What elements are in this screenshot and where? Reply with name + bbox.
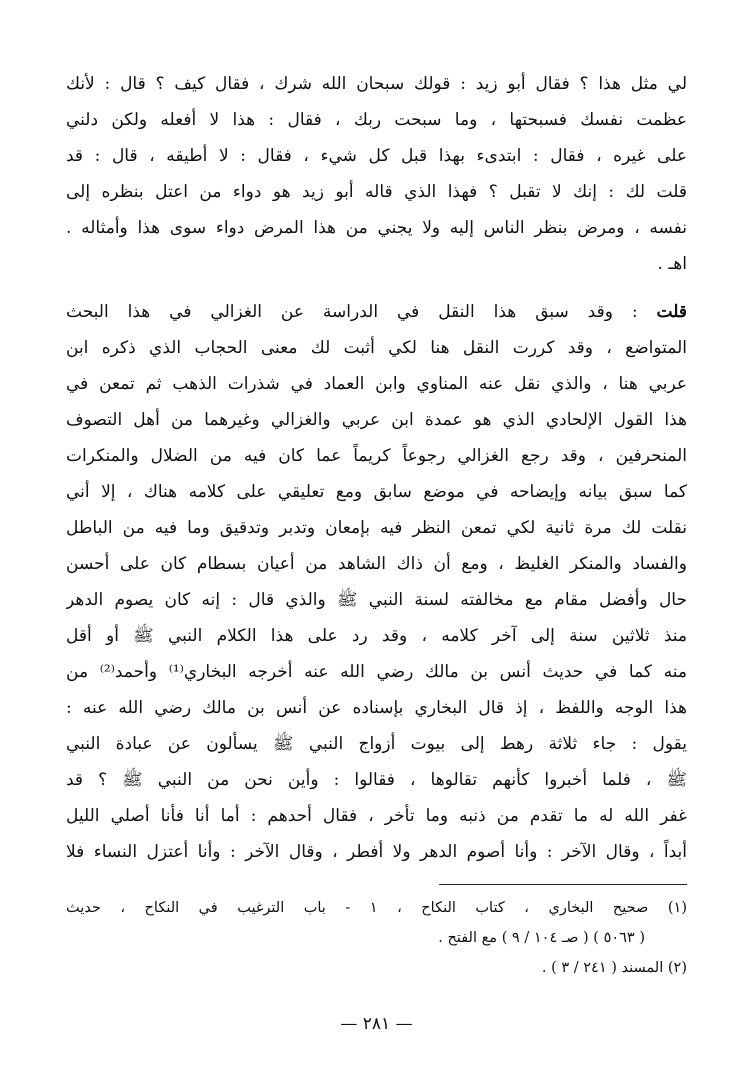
text-line: غفر الله له ما تقدم من ذنبه وما تأخر ، فقال أحدهم : أما أنا فأنا أصلي الليل bbox=[66, 806, 687, 826]
text-line-first bbox=[66, 294, 687, 330]
text-line: منه كما في حديث أنس بن مالك رضي الله عنه أخرجه البخاري⁽¹⁾ وأحمد⁽²⁾ من bbox=[66, 662, 687, 682]
footnote-2 bbox=[66, 953, 687, 983]
text-line: نقلت لك مرة ثانية لكي تمعن النظر فيه بإمعان وتدبر وتدقيق وما فيه من الباطل bbox=[66, 518, 687, 538]
text-line: نفسه ، ومرض بنظر الناس إليه ولا يجني من هذا المرض دواء سوى هذا وأمثاله . bbox=[66, 218, 687, 238]
text-line: قلت لك : إنك لا تقبل ؟ فهذا الذي قاله أبو زيد هو دواء من اعتل بنظره إلى bbox=[66, 182, 687, 202]
text-line: أبداً ، وقال الآخر : وأنا أصوم الدهر ولا أفطر ، وقال الآخر : وأنا أعتزل النساء فلا bbox=[66, 842, 687, 862]
lead-word: قلت bbox=[656, 302, 687, 322]
text-line: هذا الوجه واللفظ ، إذ قال البخاري بإسناده عن أنس بن مالك رضي الله عنه : bbox=[66, 698, 687, 718]
text-line: المتواضع ، وقد كررت النقل هنا لكي أثبت لك معنى الحجاب الذي ذكره ابن bbox=[66, 338, 687, 358]
text-line: كما سبق بيانه وإيضاحه في موضع سابق ومع تعليقي على كلامه هناك ، إلا أني bbox=[66, 482, 687, 502]
footnote-separator bbox=[439, 884, 687, 885]
text-line: عظمت نفسك فسبحتها ، وما سبحت ربك ، فقال : هذا لا أفعله ولكن دلني bbox=[66, 110, 687, 130]
footnote-line: (٢) المسند ( ٢٤١ / ٣ ) . bbox=[541, 960, 687, 976]
text-line: لي مثل هذا ؟ فقال أبو زيد : قولك سبحان الله شرك ، فقال كيف ؟ قال : لأنك bbox=[66, 74, 687, 94]
paragraph-2 bbox=[66, 294, 687, 870]
text-line: حال وأفضل مقام مع مخالفته لسنة النبي ﷺ والذي قال : إنه كان يصوم الدهر bbox=[66, 590, 687, 610]
text-line: منذ ثلاثين سنة إلى آخر كلامه ، وقد رد على هذا الكلام النبي ﷺ أو أقل bbox=[66, 626, 687, 646]
page-number: — ٢٨١ — bbox=[340, 1014, 413, 1034]
footnote-line: (١) صحيح البخاري ، كتاب النكاح ، ١ - باب الترغيب في النكاح ، حديث bbox=[66, 900, 687, 916]
footnote-line: ( ٥٠٦٣ ) ( صـ ١٠٤ / ٩ ) مع الفتح . bbox=[438, 930, 645, 946]
footnote-1 bbox=[66, 893, 687, 953]
paragraph-1 bbox=[66, 66, 687, 282]
text-line: اهـ . bbox=[657, 254, 687, 274]
text-line: يقول : جاء ثلاثة رهط إلى بيوت أزواج النبي ﷺ يسألون عن عبادة النبي bbox=[66, 734, 687, 754]
text-line: على غيره ، فقال : ابتدىء بهذا قبل كل شيء ، فقال : لا أطيقه ، قال : قد bbox=[66, 146, 687, 166]
text-line: والفساد والمنكر الغليظ ، ومع أن ذاك الشاهد من أعيان بسطام كان على أحسن bbox=[66, 554, 687, 574]
first-line-rest: : وقد سبق هذا النقل في الدراسة عن الغزالي في هذا البحث bbox=[66, 302, 657, 322]
text-line: هذا القول الإلحادي الذي هو عمدة ابن عربي والغزالي وغيرهما من أهل التصوف bbox=[66, 410, 687, 430]
text-line: عربي هنا ، والذي نقل عنه المناوي وابن العماد في شذرات الذهب ثم تمعن في bbox=[66, 374, 687, 394]
text-line: المنحرفين ، وقد رجع الغزالي رجوعاً كريماً عما كان فيه من الضلال والمنكرات bbox=[66, 446, 687, 466]
text-line: ﷺ ، فلما أخبروا كأنهم تقالوها ، فقالوا : وأين نحن من النبي ﷺ ؟ قد bbox=[66, 770, 687, 790]
